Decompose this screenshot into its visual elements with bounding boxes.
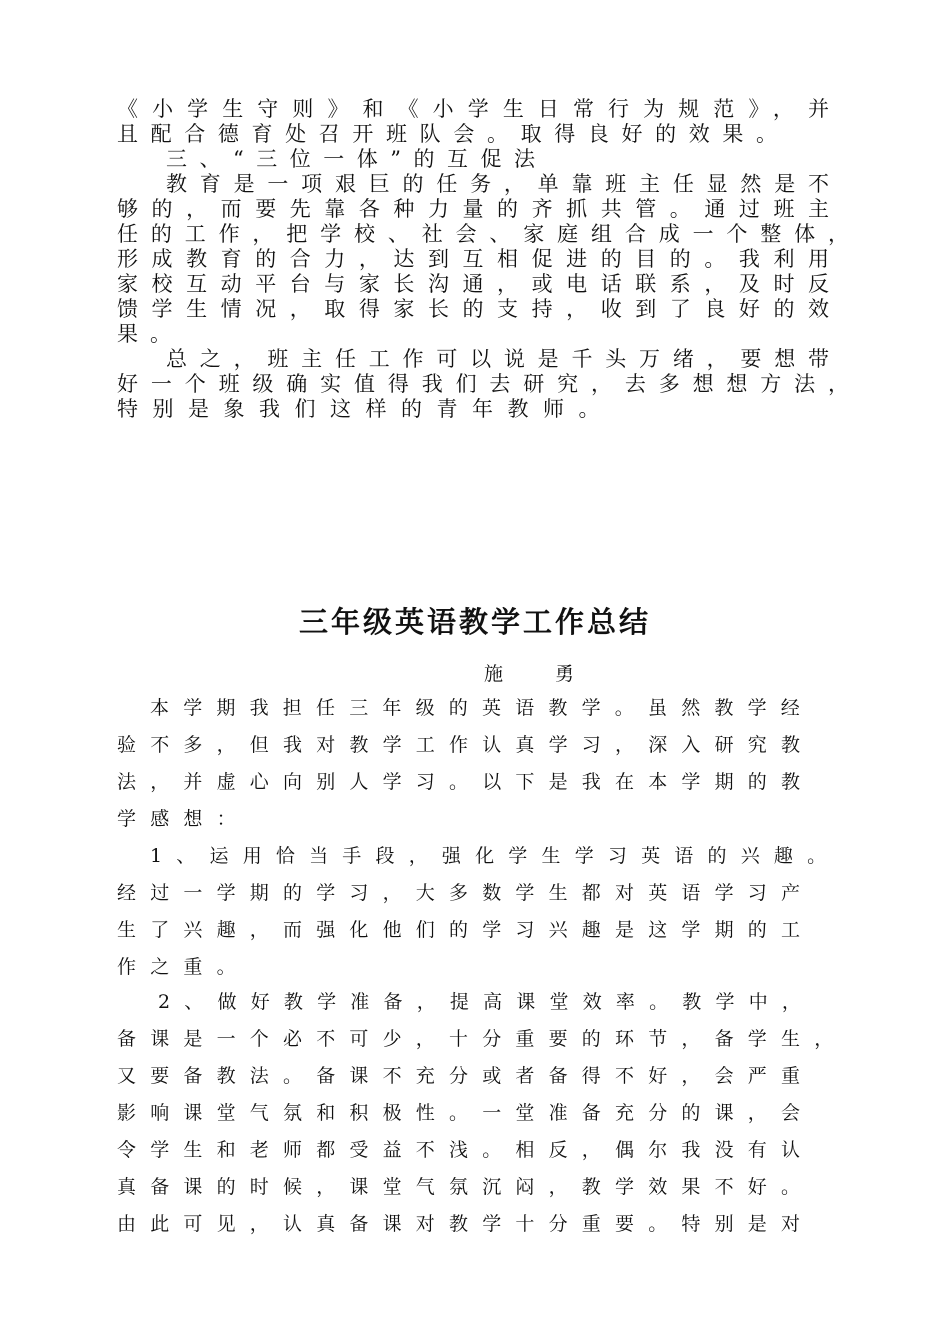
text-line: 总之，班主任工作可以说是千头万绪，要想带	[166, 347, 829, 371]
text-line: 特别是象我们这样的青年教师。	[117, 397, 614, 421]
text-line: 法，并虚心向别人学习。以下是我在本学期的教	[117, 771, 815, 793]
text-line: 果。	[117, 322, 183, 346]
text-line: 本学期我担任三年级的英语教学。虽然教学经	[150, 697, 815, 719]
text-line: 且配合德育处召开班队会。取得良好的效果。	[117, 122, 777, 146]
text-line: 生了兴趣，而强化他们的学习兴趣是这学期的工	[117, 919, 815, 941]
text-line: 验不多，但我对教学工作认真学习，深入研究教	[117, 734, 815, 756]
text-line: 《小学生守则》和《小学生日常行为规范》，并	[117, 97, 829, 121]
text-line: 任的工作，把学校、社会、家庭组合成一个整体，	[117, 222, 849, 246]
text-line: 由此可见，认真备课对教学十分重要。特别是对	[117, 1213, 815, 1235]
text-line: 形成教育的合力，达到互相促进的目的。我利用	[117, 247, 829, 271]
text-line: 又要备教法。备课不充分或者备得不好，会严重	[117, 1065, 815, 1087]
text-line: 作之重。	[117, 956, 250, 978]
text-line: 家校互动平台与家长沟通，或电话联系，及时反	[117, 272, 829, 296]
text-line: 真备课的时候，课堂气氛沉闷，教学效果不好。	[117, 1176, 815, 1198]
text-line: 1、运用恰当手段，强化学生学习英语的兴趣。	[150, 845, 841, 867]
text-line: 学感想：	[117, 808, 250, 830]
text-line: 好一个班级确实值得我们去研究，去多想想方法，	[117, 372, 849, 396]
text-line: 馈学生情况，取得家长的支持，收到了良好的效	[117, 297, 829, 321]
text-line: 影响课堂气氛和积极性。一堂准备充分的课，会	[117, 1102, 815, 1124]
section-heading: 三、“三位一体”的互促法	[166, 147, 548, 171]
article-author: 施勇	[484, 663, 627, 685]
text-line: 令学生和老师都受益不浅。相反，偶尔我没有认	[117, 1139, 815, 1161]
text-line: 够的，而要先靠各种力量的齐抓共管。通过班主	[117, 197, 829, 221]
text-line: 经过一学期的学习，大多数学生都对英语学习产	[117, 882, 815, 904]
text-line: 教育是一项艰巨的任务，单靠班主任显然是不	[166, 172, 829, 196]
text-line: 备课是一个必不可少，十分重要的环节，备学生，	[117, 1028, 848, 1050]
article-title: 三年级英语教学工作总结	[298, 605, 651, 639]
text-line: 2、做好教学准备，提高课堂效率。教学中，	[158, 991, 816, 1013]
